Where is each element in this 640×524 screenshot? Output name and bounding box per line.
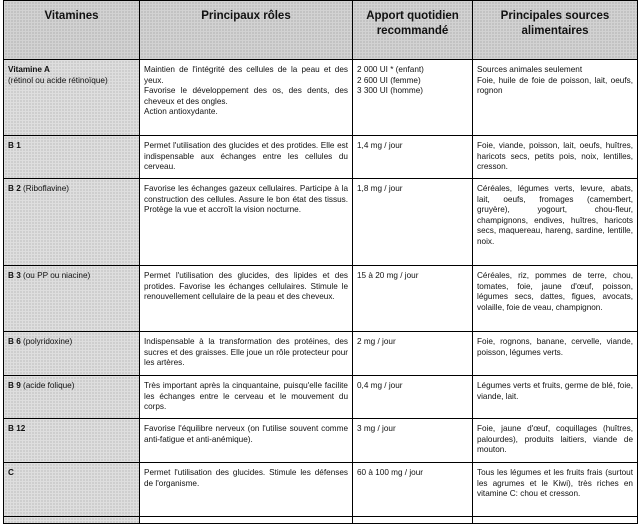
vitamins-table [3, 0, 638, 524]
role-cell [140, 136, 353, 179]
header-apport: Apport quotidien recommandé [353, 1, 473, 60]
vitamin-name: Vitamine A [8, 65, 50, 74]
table-row [4, 419, 638, 463]
role-line: Permet l'utilisation des glucides, des lipides et des protides. Favorise les échanges cellulaires. Stimule le renouvellement cellulaire de la peau et des cheveux. [144, 271, 348, 301]
source-cell [473, 60, 638, 136]
dose-line: 1,4 mg / jour [357, 141, 403, 150]
role-cell [140, 60, 353, 136]
vitamin-cell [4, 376, 140, 419]
role-line: Permet l'utilisation des glucides et des protides. Elle est indispensable aux échanges entre les cellules du cerveau. [144, 141, 348, 171]
source-line: Foie, viande, poisson, lait, oeufs, huîtres, haricots secs, petits pois, noix, lentilles, cresson. [477, 141, 633, 171]
role-cell [140, 266, 353, 332]
dose-cell [353, 463, 473, 517]
role-line: Permet l'utilisation des glucides. Stimule les défenses de l'organisme. [144, 468, 348, 488]
role-line: Très important après la cinquantaine, puisqu'elle facilite les échanges entre le cerveau et le mouvement du corps. [144, 381, 348, 411]
vitamin-subname: (polyridoxine) [23, 337, 73, 346]
role-line: Indispensable à la transformation des protéines, des sucres et des graisses. Elle joue un rôle protecteur pour les artères. [144, 337, 348, 367]
dose-line: 1,8 mg / jour [357, 184, 403, 193]
dose-line: 2 000 UI * (enfant) [357, 65, 424, 74]
dose-line: 60 à 100 mg / jour [357, 468, 423, 477]
source-line: Tous les légumes et les fruits frais (surtout les agrumes et le Kiwi), très riches en vitamine C: chou et cresson. [477, 468, 633, 498]
vitamin-cell [4, 136, 140, 179]
source-cell [473, 419, 638, 463]
role-cell [140, 517, 353, 524]
vitamin-name: B 6 [8, 337, 21, 346]
vitamin-cell [4, 60, 140, 136]
dose-line: 15 à 20 mg / jour [357, 271, 419, 280]
vitamin-subname: (ou PP ou niacine) [23, 271, 91, 280]
vitamin-subname: (Riboflavine) [23, 184, 69, 193]
dose-line: 3 300 UI (homme) [357, 86, 423, 95]
role-cell [140, 376, 353, 419]
source-cell [473, 517, 638, 524]
table-row [4, 136, 638, 179]
role-line: Maintien de l'intégrité des cellules de la peau et des yeux. [144, 65, 348, 85]
vitamin-name: C [8, 468, 14, 477]
vitamin-name: B 9 [8, 381, 21, 390]
source-cell [473, 179, 638, 266]
vitamin-subname: (rétinol ou acide rétinoïque) [8, 75, 108, 85]
source-cell [473, 376, 638, 419]
vitamin-name: B 2 [8, 184, 21, 193]
header-vitamines: Vitamines [4, 1, 140, 60]
source-line: Céréales, riz, pommes de terre, chou, tomates, foie, jaune d'œuf, poisson, légumes secs, dattes, figues, avocats, volaille, foie de veau, champignon. [477, 271, 633, 312]
header-sources: Principales sources alimentaires [473, 1, 638, 60]
vitamin-cell [4, 419, 140, 463]
source-cell [473, 266, 638, 332]
dose-line: 2 mg / jour [357, 337, 396, 346]
role-line: Favorise les échanges gazeux cellulaires. Participe à la construction des cellules. Assure le bon état des tissus. Protège la vue et accroît la vision nocturne. [144, 184, 348, 214]
dose-line: 2 600 UI (femme) [357, 75, 421, 85]
role-cell [140, 179, 353, 266]
vitamin-cell [4, 463, 140, 517]
header-roles: Principaux rôles [140, 1, 353, 60]
vitamin-subname: (acide folique) [23, 381, 75, 390]
table-row [4, 463, 638, 517]
dose-cell [353, 136, 473, 179]
dose-cell [353, 179, 473, 266]
vitamin-name: B 12 [8, 424, 26, 433]
vitamin-cell [4, 332, 140, 376]
vitamin-cell [4, 517, 140, 524]
role-cell [140, 419, 353, 463]
source-line: Céréales, légumes verts, levure, abats, lait, oeufs, fromages (camembert, gruyère), yogourt, chou-fleur, champignons, endives, huîtres, haricots secs, maquereau, hareng, sardine, lentille, noix. [477, 184, 633, 246]
role-cell [140, 463, 353, 517]
source-line: Foie, huile de foie de poisson, lait, oeufs, rognon [477, 75, 633, 95]
source-line: Foie, jaune d'œuf, coquillages (huîtres, palourdes), produits laitiers, viande de mouton. [477, 424, 633, 454]
role-line: Favorise l'équilibre nerveux (on l'utilise souvent comme anti-fatigue et anti-anémique). [144, 424, 348, 444]
header-row [4, 1, 638, 60]
dose-cell [353, 332, 473, 376]
dose-line: 0,4 mg / jour [357, 381, 403, 390]
source-line: Foie, rognons, banane, cervelle, viande, poisson, légumes verts. [477, 337, 633, 357]
role-cell [140, 332, 353, 376]
source-cell [473, 463, 638, 517]
table-row [4, 266, 638, 332]
vitamin-cell [4, 266, 140, 332]
source-line: Sources animales seulement [477, 65, 583, 74]
table-row [4, 376, 638, 419]
dose-cell [353, 517, 473, 524]
table-row [4, 332, 638, 376]
table-row-partial [4, 517, 638, 524]
source-cell [473, 332, 638, 376]
dose-cell [353, 419, 473, 463]
role-line: Favorise le développement des os, des dents, des cheveux et des ongles. [144, 86, 348, 106]
role-line: Action antioxydante. [144, 107, 218, 116]
dose-line: 3 mg / jour [357, 424, 396, 433]
source-cell [473, 136, 638, 179]
source-line: Légumes verts et fruits, germe de blé, foie, viande, lait. [477, 381, 633, 401]
dose-cell [353, 60, 473, 136]
table-row [4, 60, 638, 136]
vitamin-name: B 1 [8, 141, 21, 150]
table-row [4, 179, 638, 266]
dose-cell [353, 376, 473, 419]
vitamin-cell [4, 179, 140, 266]
dose-cell [353, 266, 473, 332]
vitamin-name: B 3 [8, 271, 21, 280]
